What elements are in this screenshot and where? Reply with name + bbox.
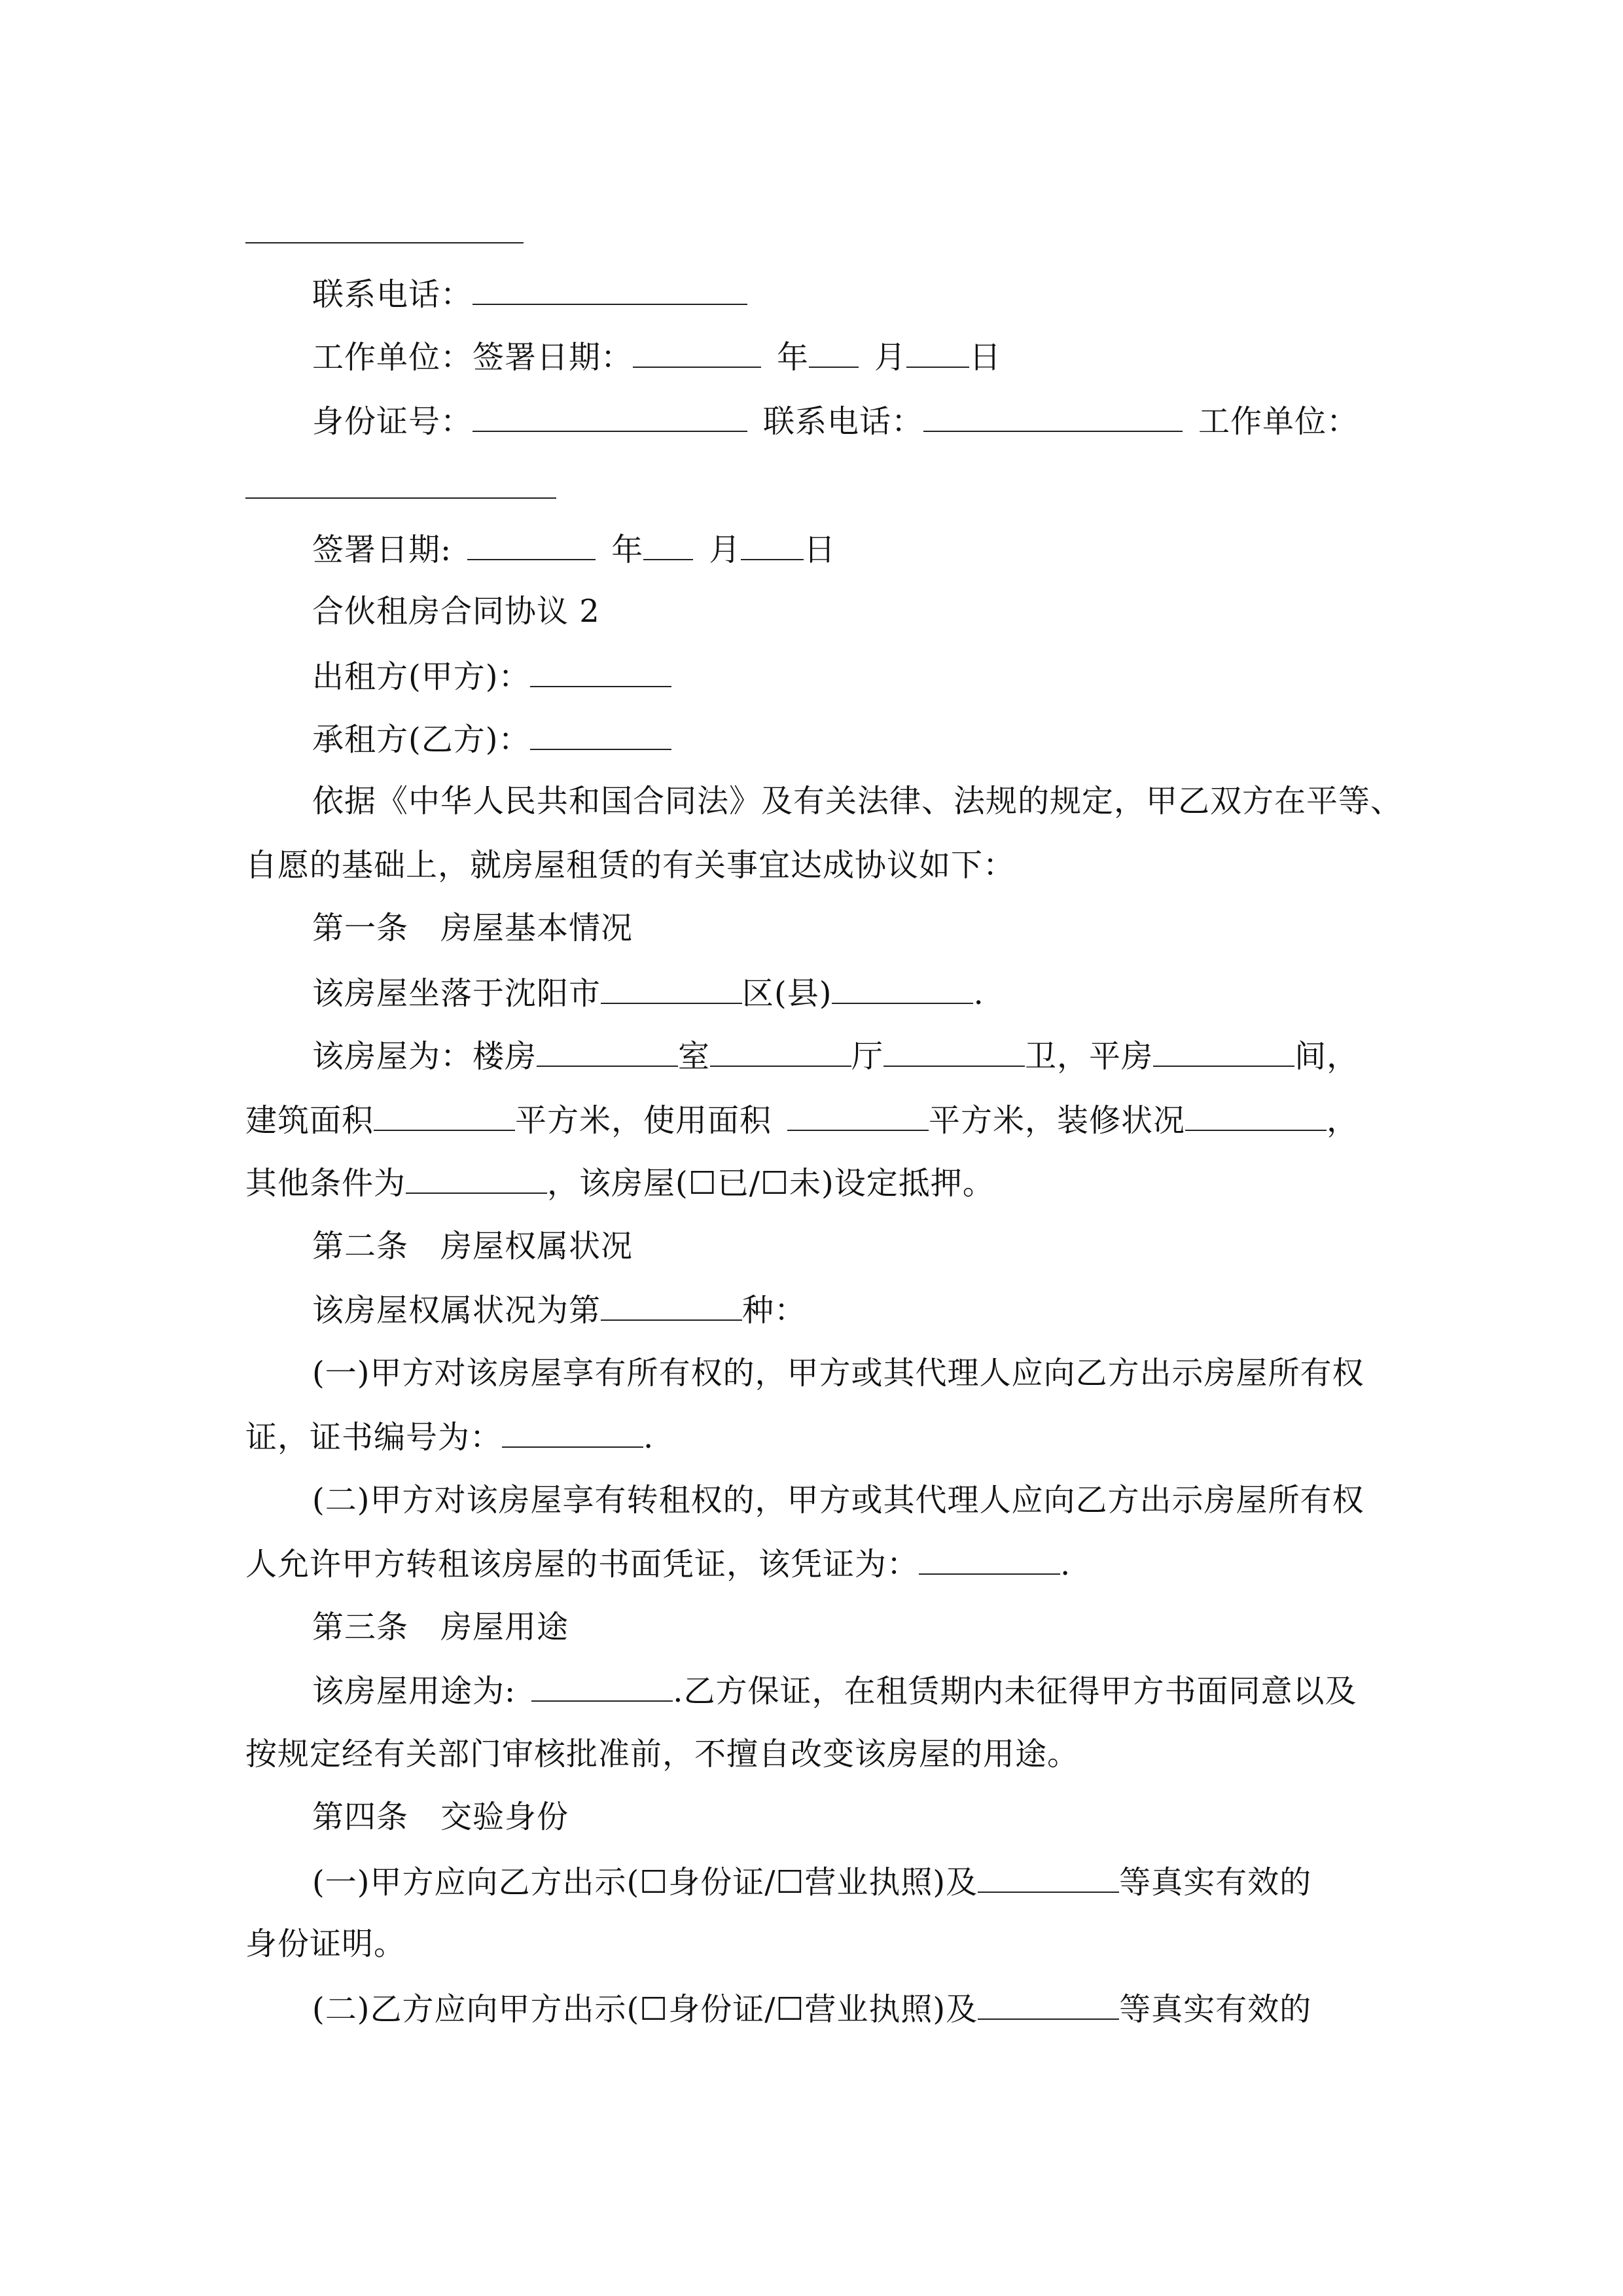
signature-blank-line: [245, 242, 524, 243]
preamble-line-1: 依据《中华人民共和国合同法》及有关法律、法规的规定，甲乙双方在平等、: [312, 783, 1403, 819]
article-1-title: 第一条 房屋基本情况: [312, 910, 633, 946]
district-blank: [601, 973, 742, 1004]
article-1-location: 该房屋坐落于沈阳市 区(县) .: [245, 973, 1464, 1012]
year-blank-2: [467, 529, 596, 560]
usable-area-blank: [787, 1100, 929, 1131]
preamble-line-2: 自愿的基础上，就房屋租赁的有关事宜达成协议如下：: [245, 847, 1016, 884]
day-blank: [906, 336, 969, 368]
article-2-title: 第二条 房屋权属状况: [312, 1228, 633, 1265]
lessor-id-docs-blank: [978, 1861, 1119, 1893]
voucher-blank: [919, 1543, 1060, 1575]
article-1-rooms: 该房屋为：楼房 室 厅 卫，平房 间，: [245, 1035, 1464, 1075]
contact-phone-blank: [473, 274, 747, 305]
work-unit-date-line: 工作单位：签署日期： 年 月 日: [245, 336, 1464, 376]
month-blank-2: [643, 529, 693, 560]
month-blank: [809, 336, 859, 368]
article-4-item-1-line-1: (一)甲方应向乙方出示(☐身份证/☐营业执照)及 等真实有效的: [245, 1861, 1464, 1901]
building-area-blank: [374, 1100, 515, 1131]
year-blank: [633, 336, 761, 368]
ownership-type-blank: [601, 1289, 742, 1321]
lessor-blank: [530, 656, 671, 687]
contact-phone-line: 联系电话：: [245, 274, 1464, 313]
decoration-blank: [1185, 1100, 1327, 1131]
lessee-id-docs-blank: [978, 1988, 1119, 2020]
id-phone-unit-line: 身份证号： 联系电话： 工作单位：: [245, 401, 1464, 440]
article-4-item-1-line-2: 身份证明。: [245, 1926, 406, 1962]
article-4-title: 第四条 交验身份: [312, 1799, 569, 1835]
article-1-other: 其他条件为 ，该房屋(☐已/☐未)设定抵押。: [245, 1162, 1397, 1202]
day-blank-2: [741, 529, 804, 560]
article-3-title: 第三条 房屋用途: [312, 1609, 569, 1645]
bath-blank: [883, 1035, 1025, 1067]
other-conditions-blank: [406, 1162, 547, 1194]
sign-date-line: 签署日期: 年 月 日: [245, 529, 1464, 568]
id-blank: [473, 401, 747, 432]
work-unit-blank-line: [245, 497, 556, 499]
hall-blank: [710, 1035, 851, 1067]
bungalow-blank: [1153, 1035, 1294, 1067]
county-blank: [832, 973, 973, 1004]
usage-blank: [531, 1670, 673, 1702]
certificate-number-blank: [502, 1416, 643, 1448]
article-2-item-1-line-2: 证，证书编号为： .: [245, 1416, 1397, 1456]
lessor-line: 出租方(甲方)：: [245, 656, 1464, 695]
article-4-item-2-line-1: (二)乙方应向甲方出示(☐身份证/☐营业执照)及 等真实有效的: [245, 1988, 1464, 2028]
lessee-line: 承租方(乙方)：: [245, 719, 1464, 758]
article-3-line-1: 该房屋用途为: .乙方保证，在租赁期内未征得甲方书面同意以及: [245, 1670, 1464, 1710]
article-1-area: 建筑面积 平方米，使用面积 平方米，装修状况 ，: [245, 1100, 1397, 1139]
article-2-item-2-line-2: 人允许甲方转租该房屋的书面凭证，该凭证为： .: [245, 1543, 1397, 1583]
contact-phone-blank-2: [923, 401, 1183, 432]
contract-title: 合伙租房合同协议 2: [312, 593, 600, 630]
article-2-item-1-line-1: (一)甲方对该房屋享有所有权的，甲方或其代理人应向乙方出示房屋所有权: [312, 1355, 1364, 1391]
article-3-line-2: 按规定经有关部门审核批准前，不擅自改变该房屋的用途。: [245, 1736, 1080, 1772]
article-2-type: 该房屋权属状况为第 种：: [245, 1289, 1464, 1329]
lessee-blank: [530, 719, 671, 750]
article-2-item-2-line-1: (二)甲方对该房屋享有转租权的，甲方或其代理人应向乙方出示房屋所有权: [312, 1482, 1364, 1518]
room-blank: [537, 1035, 678, 1067]
